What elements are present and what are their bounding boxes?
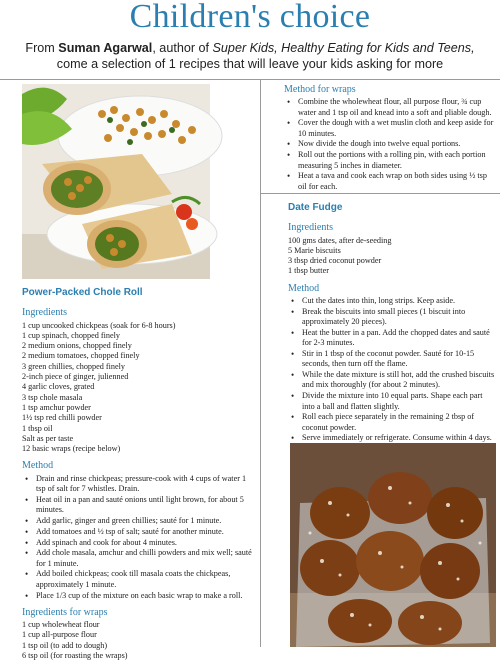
list-item: 1 cup wholewheat flour [22,620,100,630]
chole-roll-photo [22,84,210,279]
list-item: • Roll out the portions with a rolling pin, with each portion measuring 5 inches in diameter. [284,150,496,171]
list-item: • Drain and rinse chickpeas; pressure-cook with 4 cups of water 1 tsp of salt for 7 whistles. Drain. [22,474,254,495]
list-item: • Heat oil in a pan and sauté onions until light brown, for about 5 minutes. [22,495,254,516]
list-item: 3 tsp chole masala [22,392,83,402]
chole-roll-recipe [22,288,254,661]
list-item: • Heat the butter in a pan. Add the chopped dates and sauté for 2-3 minutes. [288,328,496,349]
intro-text: From Suman Agarwal, author of Super Kids, Healthy Eating for Kids and Teens, come a selection of 1 recipes that will leave your kids asking for more [25,41,475,71]
column-divider [260,80,261,647]
list-item: 3 green chillies, chopped finely [22,361,125,371]
list-item: • Add garlic, ginger and green chillies; sauté for 1 minute. [22,516,254,526]
list-item: 2 medium onions, chopped finely [22,341,132,351]
list-item: 1 tbsp butter [288,266,329,276]
page-title: Children's choice [129,0,371,35]
date-fudge-title: Date Fudge [288,202,343,213]
list-item: 1 cup all-purpose flour [22,630,97,640]
date-fudge-photo [290,443,496,647]
chole-roll-title: Power-Packed Chole Roll [22,287,143,298]
list-item: 1 tbsp oil [22,423,53,433]
list-item: 12 basic wraps (recipe below) [22,444,121,454]
date-fudge-method-list [288,296,496,444]
author-name: Suman Agarwal [58,41,153,55]
list-item: 1 tsp oil (to add to dough) [22,640,108,650]
list-item: 2-inch piece of ginger, julienned [22,372,129,382]
list-item: 1 cup uncooked chickpeas (soak for 6-8 hours) [22,320,176,330]
list-item: • Add spinach and cook for about 4 minutes. [22,538,254,548]
list-item: 3 tbsp dried coconut powder [288,256,382,266]
book-title: Super Kids, Healthy Eating for Kids and Teens, [212,41,475,55]
chole-method-list [22,474,254,601]
list-item: 1½ tsp red chilli powder [22,413,102,423]
wraps-method-list [284,97,496,192]
list-item: 4 garlic cloves, grated [22,382,95,392]
date-fudge-method-heading: Method [288,282,320,294]
ingredients-heading: Ingredients [22,307,67,319]
list-item: • Serve immediately or refrigerate. Consume within 4 days. [288,433,496,443]
wraps-ingredients-list [22,620,254,661]
list-item: • Cover the dough with a wet muslin cloth and keep aside for 10 minutes. [284,118,496,139]
wraps-ingredients-heading: Ingredients for wraps [22,606,108,618]
header-divider [0,79,500,80]
wraps-method [284,85,496,192]
list-item: • Combine the wholewheat flour, all purpose flour, ¾ cup water and 1 tsp oil and knead into a soft and pliable dough. [284,97,496,118]
list-item: 100 gms dates, after de-seeding [288,235,392,245]
date-fudge-recipe [288,203,496,444]
list-item: • Place 1/3 cup of the mixture on each basic wrap to make a roll. [22,591,254,601]
list-item: 2 medium tomatoes, chopped finely [22,351,140,361]
wraps-method-heading: Method for wraps [284,84,356,95]
list-item: • Add tomatoes and ½ tsp of salt; sauté for another minute. [22,527,254,537]
list-item: • Heat a tava and cook each wrap on both sides using ½ tsp oil for each. [284,171,496,192]
list-item: 1 cup spinach, chopped finely [22,330,120,340]
list-item: • Stir in 1 tbsp of the coconut powder. Sauté for 10-15 seconds, then turn off the flame. [288,349,496,370]
section-divider [261,193,500,194]
list-item: • Add chole masala, amchur and chilli powders and mix well; sauté for 1 minute. [22,548,254,569]
list-item: • Now divide the dough into twelve equal portions. [284,139,496,149]
list-item: • Add boiled chickpeas; cook till masala coats the chickpeas, approximately 1 minute. [22,569,254,590]
list-item: • While the date mixture is still hot, add the crushed biscuits and mix thoroughly (for about 2 minutes). [288,370,496,391]
list-item: • Roll each piece separately in the remaining 2 tbsp of coconut powder. [288,412,496,433]
list-item: Salt as per taste [22,433,74,443]
list-item: 1 tsp amchur powder [22,402,91,412]
method-heading: Method [22,460,54,472]
list-item: • Cut the dates into thin, long strips. Keep aside. [288,296,496,306]
list-item: • Divide the mixture into 10 equal parts. Shape each part into a ball and flatten slightly. [288,391,496,412]
list-item: • Break the biscuits into small pieces (1 biscuit into approximately 20 pieces). [288,307,496,328]
chole-ingredients-list [22,321,254,455]
date-fudge-ingredients-list [288,236,496,277]
list-item: 6 tsp oil (for roasting the wraps) [22,651,128,660]
list-item: 5 Marie biscuits [288,245,341,255]
date-fudge-ingredients-heading: Ingredients [288,222,333,234]
